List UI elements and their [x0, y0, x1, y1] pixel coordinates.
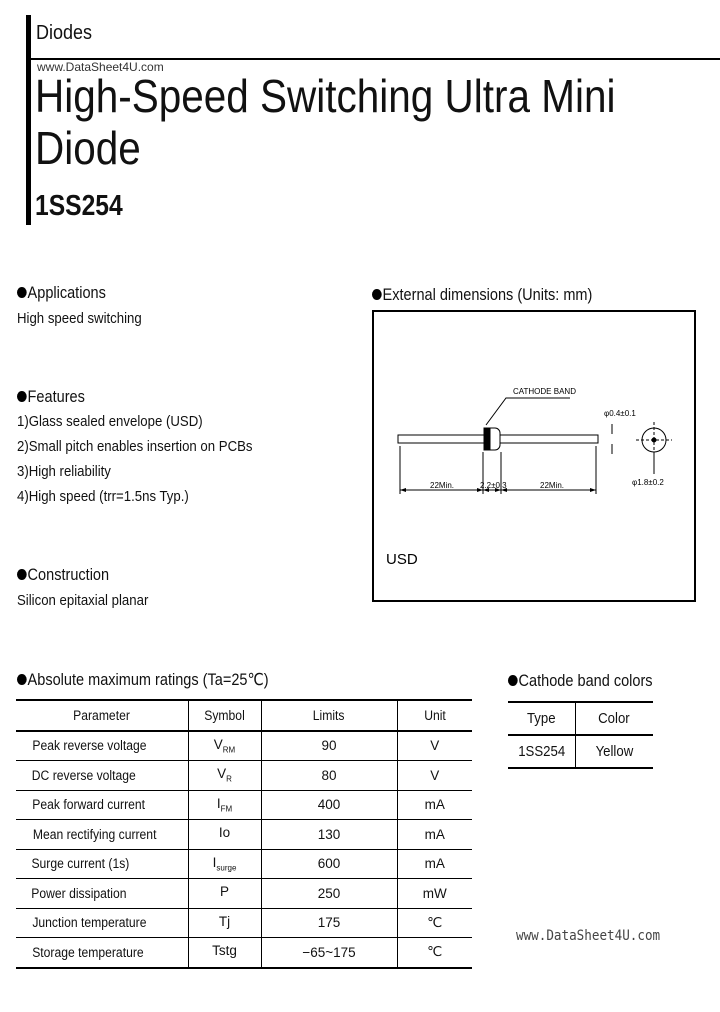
limit-cell: 130: [261, 820, 397, 850]
table-row: [16, 879, 472, 909]
table-row: [16, 761, 472, 791]
bullet-icon: [372, 289, 382, 300]
symbol-cell: $I_{surge}$: [188, 849, 261, 879]
column-header: Unit: [397, 700, 472, 731]
parameter-cell: Power dissipation: [31, 885, 127, 901]
symbol-cell: Tj: [188, 908, 261, 938]
category-label: Diodes: [36, 22, 93, 44]
band-colors-heading: Cathode band colors: [508, 672, 653, 691]
column-header: Symbol: [188, 700, 261, 731]
limit-cell: 90: [261, 731, 397, 761]
type-cell: 1SS254: [517, 743, 565, 760]
column-header: Limits: [261, 700, 397, 731]
applications-text: High speed switching: [17, 310, 142, 327]
watermark-top: www.DataSheet4U.com: [37, 60, 164, 74]
symbol-cell: Io: [188, 820, 261, 850]
watermark-bottom: www.DataSheet4U.com: [516, 928, 661, 944]
unit-cell: mA: [397, 790, 472, 820]
limit-cell: 175: [261, 908, 397, 938]
column-header: Parameter: [73, 707, 131, 723]
limit-cell: 80: [261, 761, 397, 791]
feature-item: 3)High reliability: [17, 463, 111, 480]
ratings-table: [16, 699, 472, 969]
color-cell: Yellow: [575, 735, 653, 768]
applications-heading: Applications: [17, 284, 106, 303]
lead-right: [500, 435, 598, 443]
dimension-drawing-box: [372, 310, 696, 602]
parameter-cell: Surge current (1s): [31, 856, 130, 872]
parameter-cell: Storage temperature: [32, 944, 144, 960]
band-colors-table: [508, 701, 653, 769]
symbol-cell: $I_{FM}$: [188, 790, 261, 820]
body-diameter-label: φ1.8±0.2: [632, 478, 664, 487]
part-number: 1SS254: [35, 190, 123, 222]
features-list: [17, 409, 285, 509]
table-header-row: [508, 702, 653, 735]
table-row: [16, 938, 472, 968]
symbol-cell: P: [188, 879, 261, 909]
feature-item: 1)Glass sealed envelope (USD): [17, 413, 203, 430]
limit-cell: 600: [261, 849, 397, 879]
lead-length-left-label: 22Min.: [430, 481, 455, 490]
bullet-icon: [508, 675, 518, 686]
cathode-band: [484, 428, 490, 450]
header-accent-bar: [26, 15, 31, 225]
lead-diameter-label: φ0.4±0.1: [604, 409, 636, 418]
unit-cell: ℃: [397, 908, 472, 938]
lead-length-right-label: 22Min.: [540, 481, 565, 490]
limit-cell: −65~175: [261, 938, 397, 968]
table-row: [16, 731, 472, 761]
limit-cell: 250: [261, 879, 397, 909]
unit-cell: mA: [397, 820, 472, 850]
page-title: [35, 70, 615, 174]
package-label: USD: [386, 551, 418, 568]
construction-text: Silicon epitaxial planar: [17, 592, 149, 609]
feature-item: 2)Small pitch enables insertion on PCBs: [17, 438, 253, 455]
table-header-row: [16, 700, 472, 731]
symbol-cell: $V_R$: [188, 761, 261, 791]
diode-outline-drawing: [374, 312, 694, 600]
unit-cell: mW: [397, 879, 472, 909]
parameter-cell: Peak forward current: [32, 797, 146, 813]
column-header: Color: [575, 702, 653, 735]
table-row: [16, 849, 472, 879]
ratings-heading: Absolute maximum ratings (Ta=25℃): [17, 670, 269, 690]
bullet-icon: [17, 569, 27, 580]
table-row: [16, 820, 472, 850]
limit-cell: 400: [261, 790, 397, 820]
cathode-band-label: CATHODE BAND: [513, 387, 576, 396]
bullet-icon: [17, 391, 27, 402]
column-header: Type: [526, 710, 556, 727]
parameter-cell: Peak reverse voltage: [32, 738, 147, 754]
cathode-leader: [486, 398, 570, 425]
construction-heading: Construction: [17, 566, 109, 585]
unit-cell: V: [397, 731, 472, 761]
features-heading: Features: [17, 388, 85, 407]
symbol-cell: $V_{RM}$: [188, 731, 261, 761]
feature-item: 4)High speed (trr=1.5ns Typ.): [17, 488, 189, 505]
table-row: [16, 908, 472, 938]
table-row: [508, 735, 653, 768]
parameter-cell: Junction temperature: [32, 915, 147, 931]
parameter-cell: DC reverse voltage: [31, 767, 136, 783]
symbol-cell: Tstg: [188, 938, 261, 968]
bullet-icon: [17, 287, 27, 298]
parameter-cell: Mean rectifying current: [32, 826, 157, 842]
unit-cell: V: [397, 761, 472, 791]
unit-cell: ℃: [397, 938, 472, 968]
title-line-2: Diode: [35, 122, 141, 174]
title-line-1: High-Speed Switching Ultra Mini: [35, 70, 616, 122]
lead-left: [398, 435, 486, 443]
bullet-icon: [17, 674, 27, 685]
dimensions-heading: External dimensions (Units: mm): [372, 286, 592, 305]
unit-cell: mA: [397, 849, 472, 879]
body-length-label: 2.2±0.3: [480, 481, 507, 490]
table-row: [16, 790, 472, 820]
